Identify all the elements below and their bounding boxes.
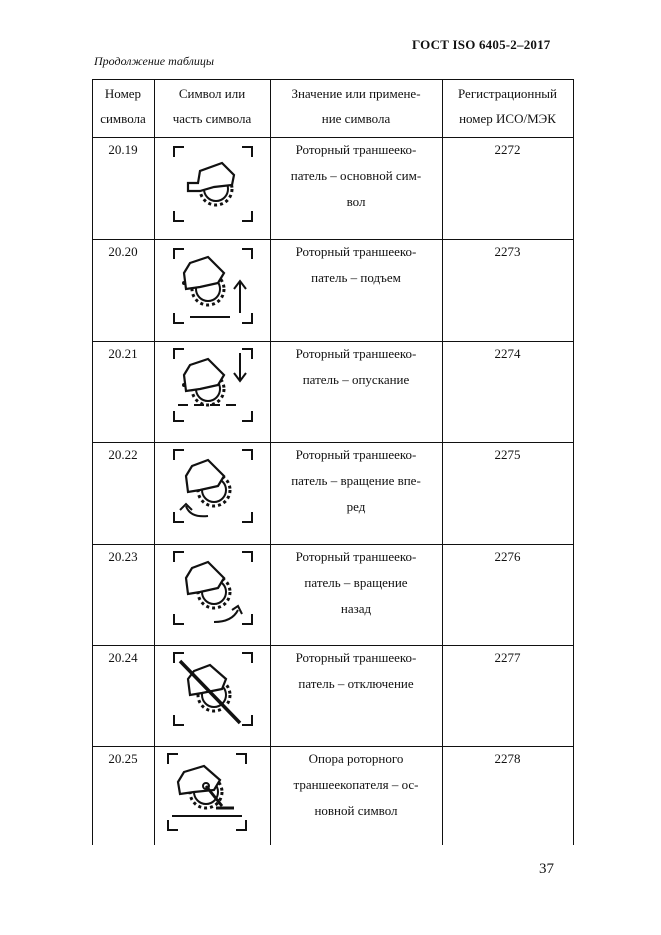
row-symbol-number: 20.21 [108, 346, 138, 361]
symbols-table [92, 79, 574, 845]
row-symbol-meaning: Роторный траншееко- патель – вращение впе- ред [291, 447, 421, 514]
row-registration-number: 2276 [494, 549, 521, 564]
column-header-symbol: Символ или часть символа [172, 86, 252, 126]
row-symbol-meaning: Роторный траншееко- патель – основной сим- вол [290, 142, 422, 209]
row-registration-number: 2275 [494, 447, 521, 462]
row-symbol-number: 20.24 [108, 650, 138, 665]
row-registration-number: 2278 [494, 751, 521, 766]
row-symbol-meaning: Роторный траншееко- патель – опускание [295, 346, 417, 387]
column-divider [573, 79, 574, 845]
row-symbol-meaning: Роторный траншееко- патель – отключение [295, 650, 417, 691]
row-symbol-number: 20.23 [108, 549, 138, 564]
row-symbol-meaning: Роторный траншееко- патель – подъем [295, 244, 417, 285]
trencher-wheel-rotate-backward-icon [170, 548, 256, 634]
column-header-number: Номер символа [100, 86, 146, 126]
trencher-wheel-support-icon [164, 750, 250, 836]
row-symbol-number: 20.20 [108, 244, 138, 259]
table-top-border [92, 79, 574, 80]
row-symbol-meaning: Роторный траншееко- патель – вращение назад [295, 549, 417, 616]
trencher-wheel-basic-symbol-icon [170, 141, 256, 227]
row-symbol-number: 20.22 [108, 447, 138, 462]
column-divider [154, 79, 155, 845]
row-registration-number: 2277 [494, 650, 521, 665]
row-registration-number: 2273 [494, 244, 521, 259]
row-symbol-number: 20.25 [108, 751, 138, 766]
page-number: 37 [539, 861, 554, 877]
row-symbol-meaning: Опора роторного траншеекопателя – ос- новной символ [293, 751, 419, 818]
trencher-wheel-raise-icon [170, 243, 256, 329]
trencher-wheel-rotate-forward-icon [170, 446, 256, 532]
column-header-meaning: Значение или примене- ние символа [291, 86, 421, 126]
trencher-wheel-lower-icon [170, 345, 256, 431]
standard-designation: ГОСТ ISO 6405-2–2017 [412, 37, 551, 52]
column-header-registration: Регистрационный номер ИСО/МЭК [457, 86, 558, 126]
row-registration-number: 2272 [494, 142, 521, 157]
trencher-wheel-disengage-icon [170, 649, 256, 735]
row-symbol-number: 20.19 [108, 142, 138, 157]
table-continuation-label: Продолжение таблицы [94, 54, 215, 68]
row-registration-number: 2274 [494, 346, 521, 361]
